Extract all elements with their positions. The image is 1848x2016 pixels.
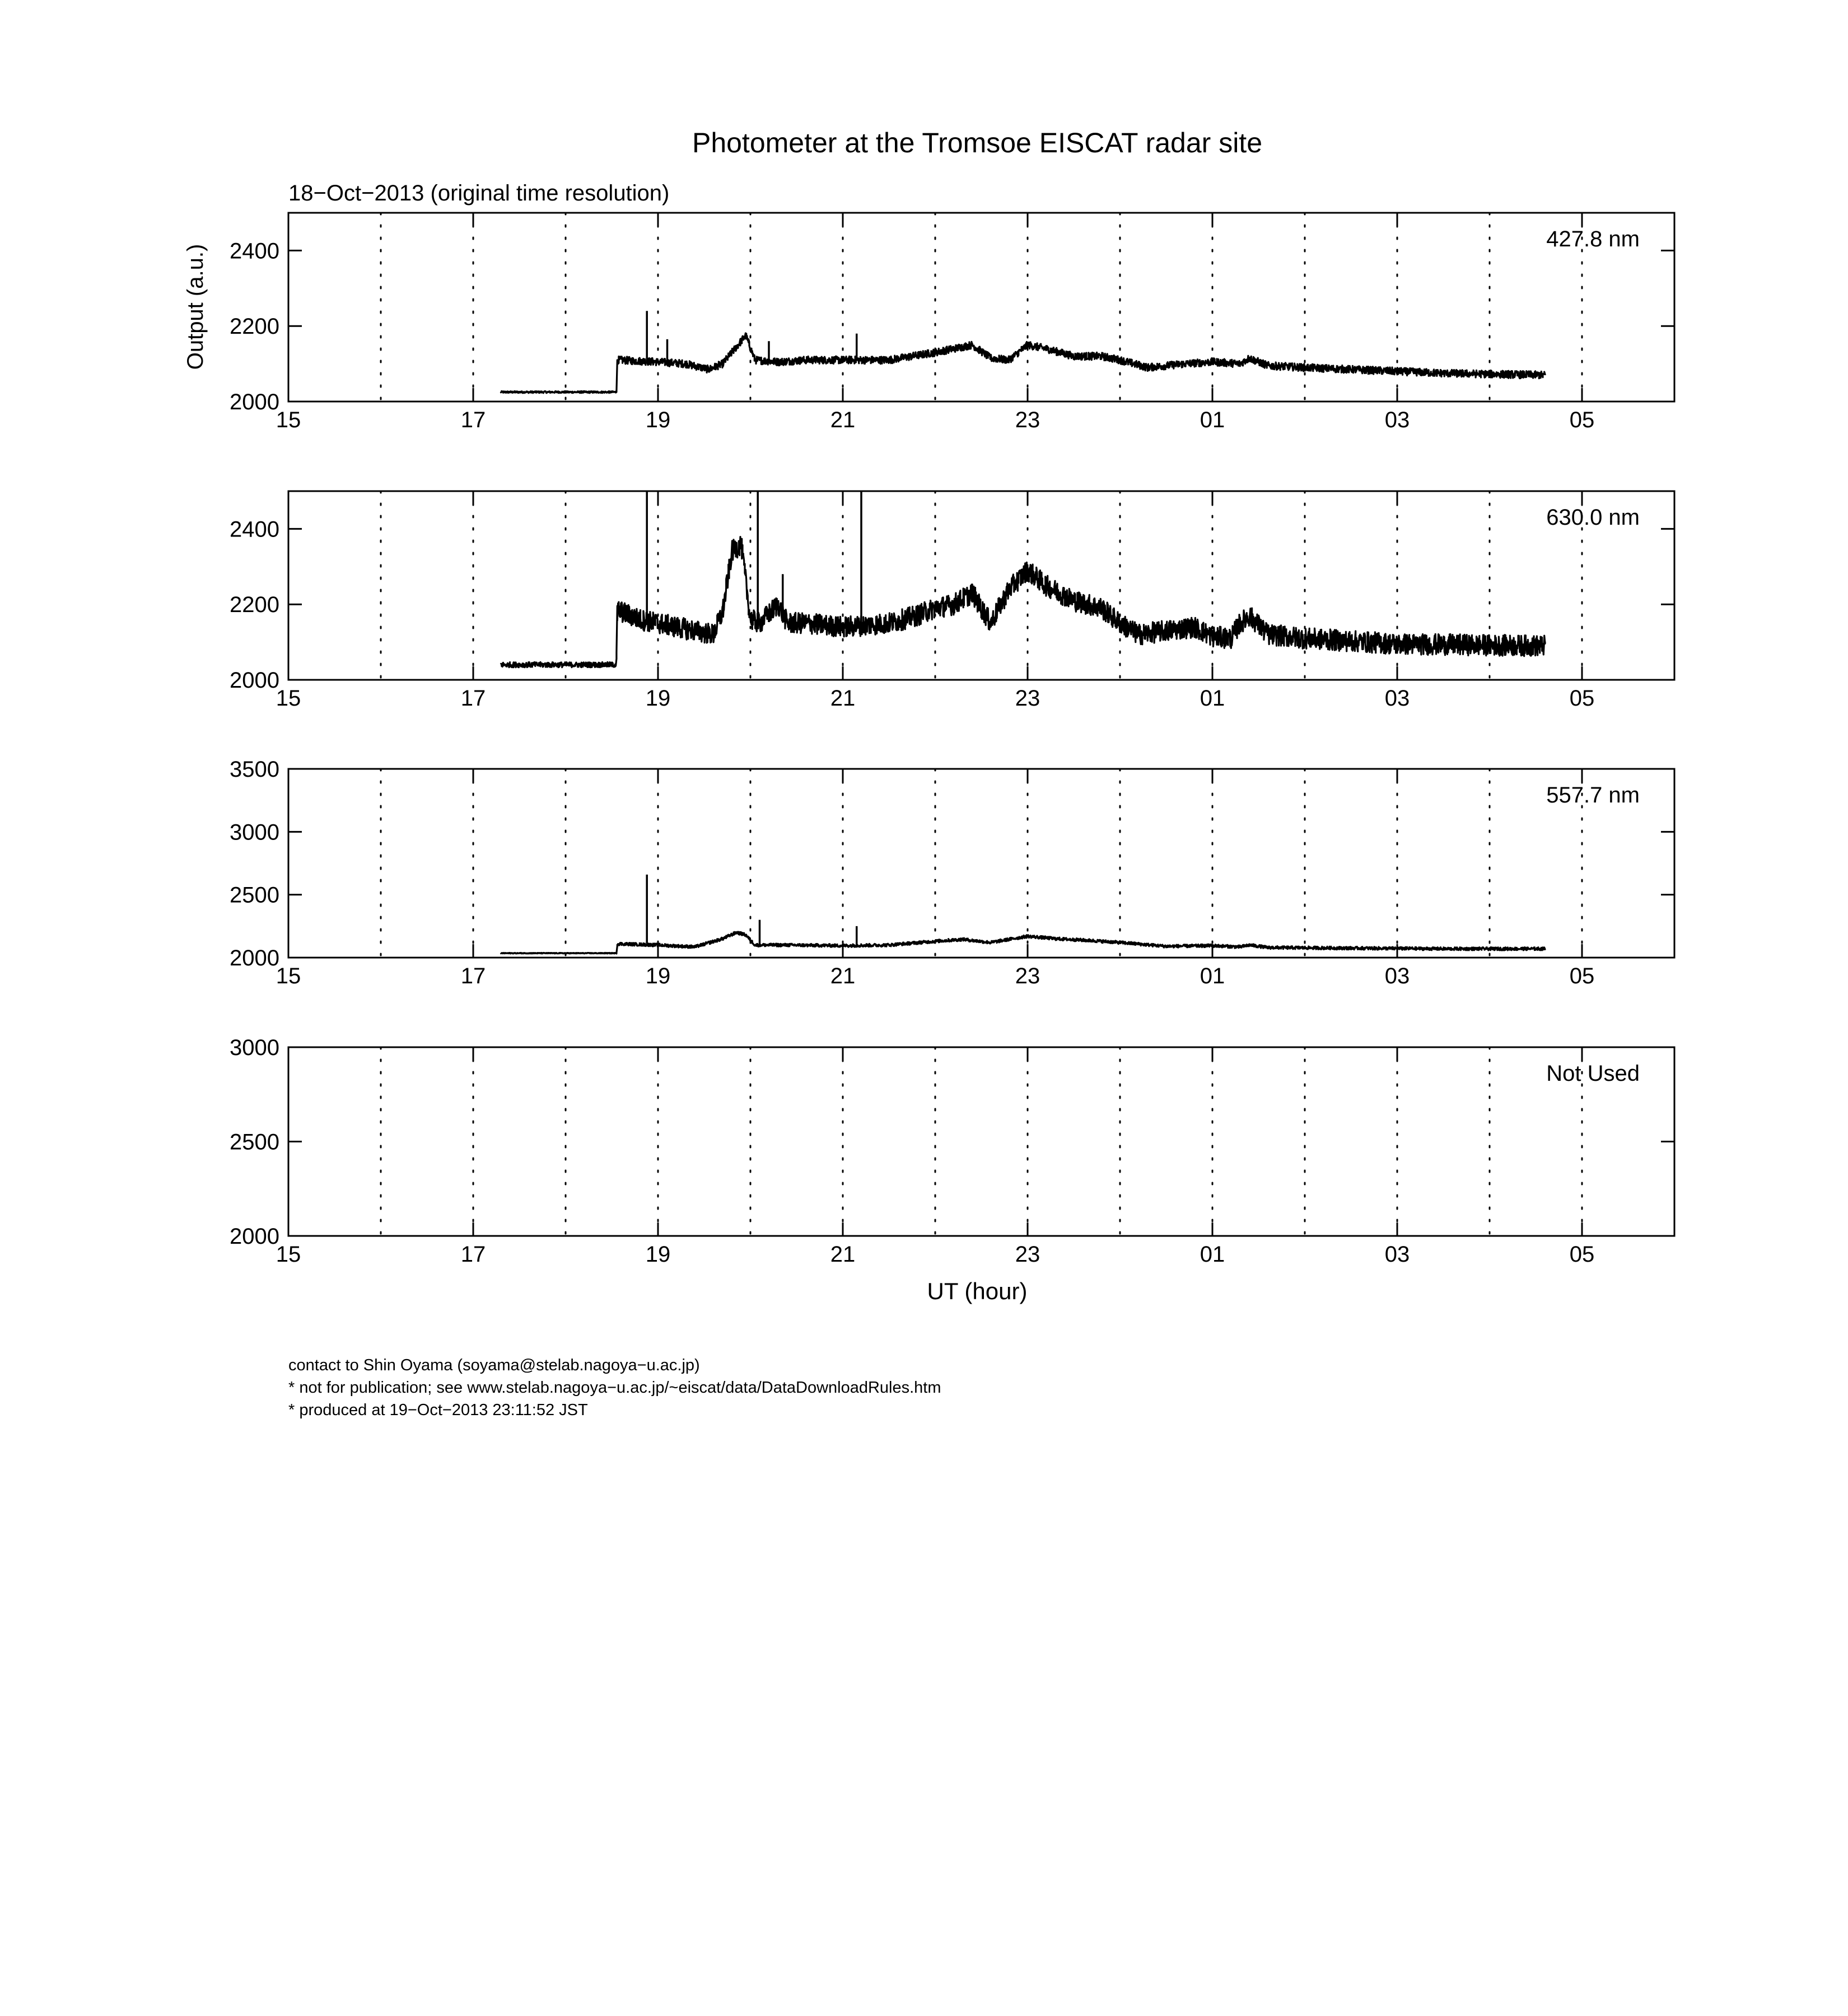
y-tick-label: 2400 [230, 239, 279, 264]
x-tick-label: 23 [1015, 408, 1040, 432]
x-tick-label: 17 [460, 964, 486, 988]
y-tick-label: 2400 [230, 517, 279, 542]
panel-label: 557.7 nm [1546, 783, 1640, 808]
x-tick-label: 05 [1569, 686, 1595, 711]
x-tick-label: 19 [645, 964, 671, 988]
y-tick-label: 2000 [230, 390, 279, 414]
x-tick-label: 17 [460, 408, 486, 432]
y-tick-label: 2000 [230, 668, 279, 693]
y-tick-label: 2000 [230, 1224, 279, 1249]
y-tick-label: 2200 [230, 314, 279, 339]
y-tick-label: 2200 [230, 592, 279, 618]
y-tick-label: 3000 [230, 820, 279, 845]
x-axis-label: UT (hour) [927, 1278, 1028, 1304]
x-tick-label: 01 [1200, 686, 1225, 711]
y-tick-label: 3500 [230, 757, 279, 782]
footer-contact: contact to Shin Oyama (soyama@stelab.nagoya−u.ac.jp) [288, 1356, 700, 1374]
x-tick-label: 23 [1015, 686, 1040, 711]
x-tick-label: 05 [1569, 1242, 1595, 1267]
x-tick-label: 03 [1384, 1242, 1410, 1267]
x-tick-label: 15 [276, 686, 301, 711]
footer-publication-note: * not for publication; see www.stelab.nagoya−u.ac.jp/~eiscat/data/DataDownloadRules.htm [288, 1379, 941, 1397]
y-tick-label: 2000 [230, 946, 279, 970]
x-tick-label: 17 [460, 686, 486, 711]
x-tick-label: 21 [830, 686, 856, 711]
y-tick-label: 3000 [230, 1035, 279, 1060]
x-tick-label: 15 [276, 1242, 301, 1267]
x-tick-label: 01 [1200, 408, 1225, 432]
x-tick-label: 17 [460, 1242, 486, 1267]
x-tick-label: 05 [1569, 408, 1595, 432]
x-tick-label: 21 [830, 1242, 856, 1267]
x-tick-label: 03 [1384, 408, 1410, 432]
y-tick-label: 2500 [230, 1130, 279, 1155]
figure-title: Photometer at the Tromsoe EISCAT radar site [692, 127, 1263, 158]
x-tick-label: 03 [1384, 964, 1410, 988]
x-tick-label: 19 [645, 408, 671, 432]
x-tick-label: 01 [1200, 1242, 1225, 1267]
x-tick-label: 19 [645, 1242, 671, 1267]
panel-label: 630.0 nm [1546, 505, 1640, 530]
x-tick-label: 15 [276, 408, 301, 432]
x-tick-label: 03 [1384, 686, 1410, 711]
y-tick-label: 2500 [230, 883, 279, 908]
x-tick-label: 21 [830, 964, 856, 988]
x-tick-label: 01 [1200, 964, 1225, 988]
panel-label: Not Used [1546, 1061, 1640, 1086]
panel-label: 427.8 nm [1546, 227, 1640, 251]
footer-produced-at: * produced at 19−Oct−2013 23:11:52 JST [288, 1401, 588, 1419]
x-tick-label: 23 [1015, 964, 1040, 988]
x-tick-label: 21 [830, 408, 856, 432]
figure-subtitle: 18−Oct−2013 (original time resolution) [288, 181, 670, 206]
x-tick-label: 15 [276, 964, 301, 988]
x-tick-label: 05 [1569, 964, 1595, 988]
x-tick-label: 19 [645, 686, 671, 711]
y-axis-label: Output (a.u.) [183, 244, 208, 370]
x-tick-label: 23 [1015, 1242, 1040, 1267]
